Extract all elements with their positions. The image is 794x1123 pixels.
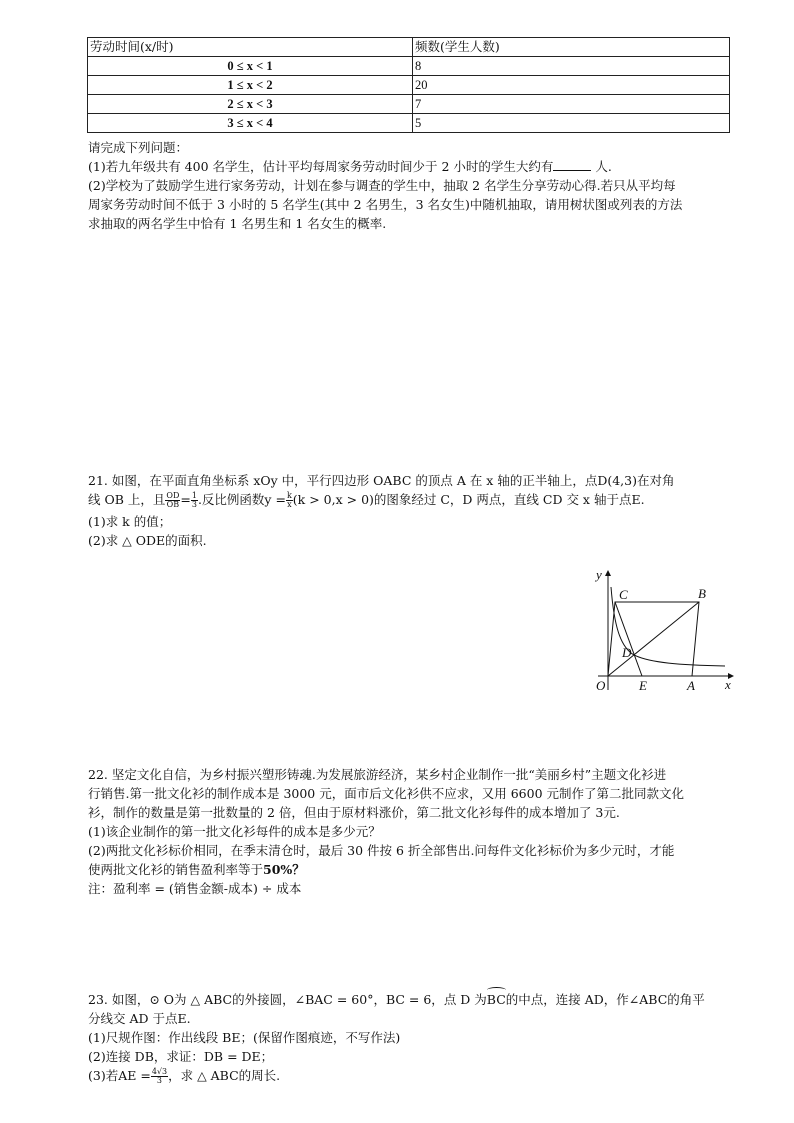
frequency-table bbox=[87, 37, 730, 133]
table-row bbox=[88, 114, 730, 133]
table-cell: 3 ≤ x < 4 bbox=[88, 114, 413, 133]
table-row bbox=[88, 57, 730, 76]
label-b: B bbox=[698, 586, 706, 601]
fraction-od-ob: $\frac{OD}{OB}$ bbox=[166, 491, 180, 509]
table-row bbox=[88, 95, 730, 114]
q20-part2-line2: 周家务劳动时间不低于 3 小时的 5 名学生(其中 2 名男生，3 名女生)中随机抽取，请用树状图或列表的方法 bbox=[88, 197, 683, 212]
q20-part1 bbox=[88, 157, 612, 176]
q20-intro: 请完成下列问题： bbox=[88, 140, 189, 155]
line-ce bbox=[615, 602, 642, 676]
q23-part1: (1)尺规作图：作出线段 BE；(保留作图痕迹，不写作法) bbox=[88, 1030, 401, 1045]
q22-line1: 22. 坚定文化自信，为乡村振兴塑形铸魂.为发展旅游经济，某乡村企业制作一批“美丽乡村”主题文化衫进 bbox=[88, 767, 667, 782]
table-cell: 1 ≤ x < 2 bbox=[88, 76, 413, 95]
q21-part2: (2)求 △ ODE的面积. bbox=[88, 533, 207, 548]
table-cell: 5 bbox=[413, 114, 730, 133]
answer-blank bbox=[553, 158, 591, 171]
label-a: A bbox=[687, 678, 695, 693]
q23-part3: (3)若AE = $\frac{4√3}{3}$，求 △ ABC的周长. bbox=[88, 1067, 281, 1085]
fraction-ae: $\frac{4√3}{3}$ bbox=[151, 1067, 168, 1085]
q22-part1: (1)该企业制作的第一批文化衫每件的成本是多少元？ bbox=[88, 824, 381, 839]
table-row bbox=[88, 76, 730, 95]
label-o: O bbox=[596, 678, 606, 693]
q21-line1: 21. 如图，在平面直角坐标系 xOy 中，平行四边形 OABC 的顶点 A 在 x 轴的正半轴上，点D(4,3)在对角 bbox=[88, 473, 675, 488]
q22-part2-line2: 使两批文化衫的销售盈利率等于50%？ bbox=[88, 862, 305, 877]
table-cell: 2 ≤ x < 3 bbox=[88, 95, 413, 114]
q22-note: 注：盈利率 = (销售金额-成本) ÷ 成本 bbox=[88, 881, 302, 896]
q22-line2: 行销售.第一批文化衫的制作成本是 3000 元，面市后文化衫供不应求，又用 6600 元制作了第二批同款文化 bbox=[88, 786, 684, 801]
q20-part2-line1: (2)学校为了鼓励学生进行家务劳动，计划在参与调查的学生中，抽取 2 名学生分享劳动心得.若只从平均每 bbox=[88, 178, 676, 193]
q22-part2-line1: (2)两批文化衫标价相同，在季末清仓时，最后 30 件按 6 折全部售出.问每件文化衫标价为多少元时，才能 bbox=[88, 843, 675, 858]
coordinate-figure bbox=[590, 565, 740, 695]
q21-line2: 线 OB 上，且 $\frac{OD}{OB}=$ $\frac{1}{3}$.反比例函数y = $\frac{k}{x}(k > 0,x > 0)$的图象经过 C，D 两点，直线 CD 交 x 轴于点E. bbox=[88, 491, 645, 509]
table-cell: 20 bbox=[413, 76, 730, 95]
label-y: y bbox=[596, 567, 602, 582]
arc-bc: BC bbox=[486, 992, 506, 1007]
label-d: D bbox=[622, 645, 632, 660]
q23-line1: 23. 如图，⊙ O为 △ ABC的外接圆，∠BAC = 60°，BC = 6，点 D 为BC的中点，连接 AD，作∠ABC的角平 bbox=[88, 992, 705, 1007]
table-header-row bbox=[88, 38, 730, 57]
table-header-cell: 劳动时间(x/时) bbox=[88, 38, 413, 57]
table-header-cell: 频数(学生人数) bbox=[413, 38, 730, 57]
fraction-k-x: $\frac{k}{x}$ bbox=[286, 491, 292, 509]
label-x: x bbox=[725, 677, 731, 692]
q21-part1: (1)求 k 的值； bbox=[88, 514, 172, 529]
table-cell: 8 bbox=[413, 57, 730, 76]
q23-line2: 分线交 AD 于点E. bbox=[88, 1011, 191, 1026]
table-cell: 0 ≤ x < 1 bbox=[88, 57, 413, 76]
label-c: C bbox=[619, 587, 628, 602]
q20-part2-line3: 求抽取的两名学生中恰有 1 名男生和 1 名女生的概率. bbox=[88, 216, 387, 231]
fraction-one-third: $\frac{1}{3}$ bbox=[191, 491, 197, 509]
table-cell: 7 bbox=[413, 95, 730, 114]
q21-text: 线 OB 上，且 bbox=[88, 492, 166, 507]
q22-line3: 衫，制作的数量是第一批数量的 2 倍，但由于原材料涨价，第二批文化衫每件的成本增加了 3元. bbox=[88, 805, 620, 820]
q23-part2: (2)连接 DB，求证：DB = DE； bbox=[88, 1049, 274, 1064]
q20-part1-unit: 人. bbox=[595, 159, 612, 174]
q20-part1-text: (1)若九年级共有 400 名学生，估计平均每周家务劳动时间少于 2 小时的学生大约有 bbox=[88, 159, 554, 174]
label-e: E bbox=[639, 678, 647, 693]
